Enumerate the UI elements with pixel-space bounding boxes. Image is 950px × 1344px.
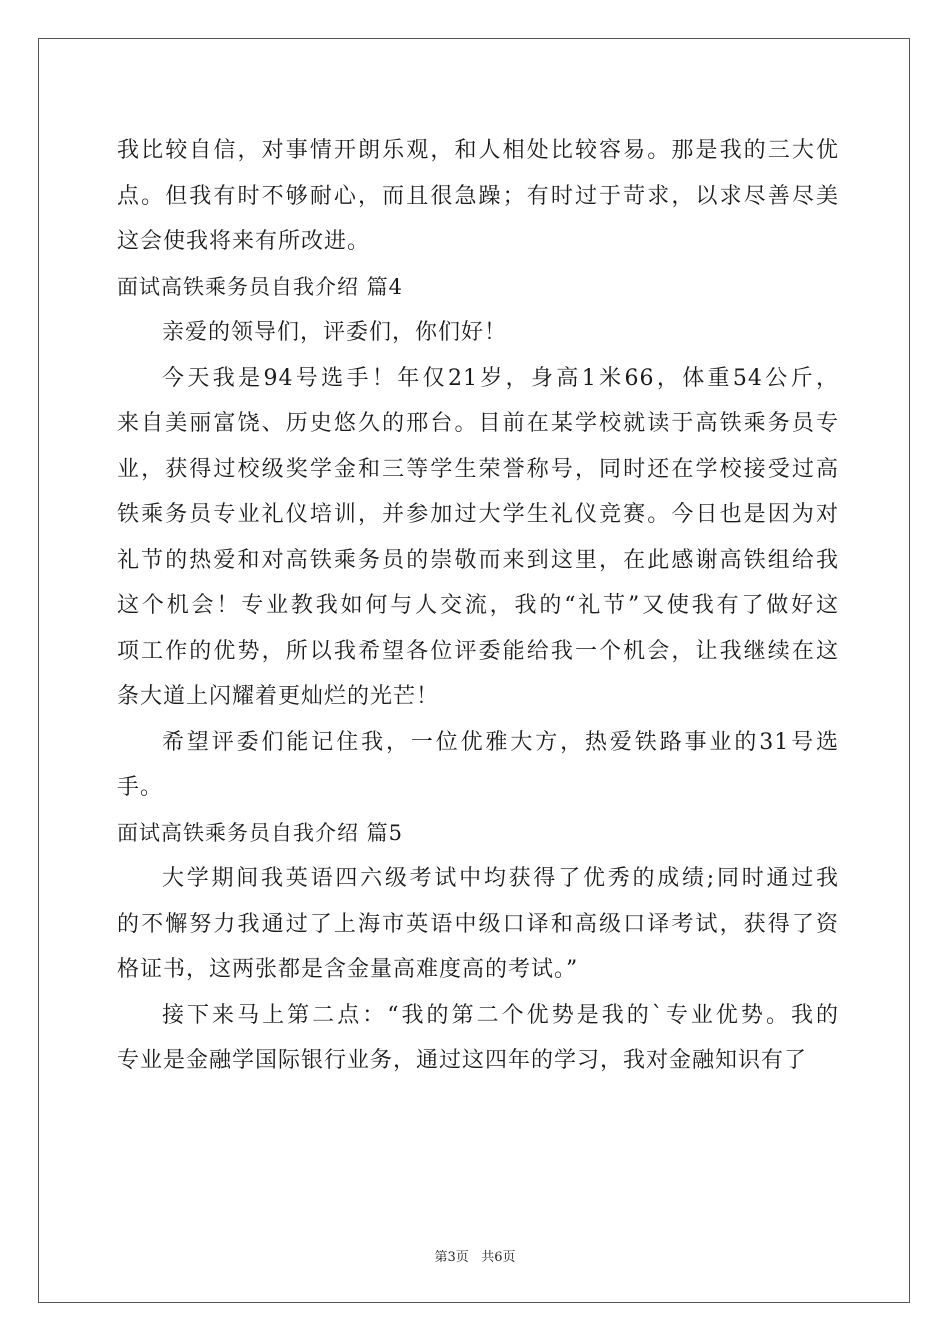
- document-body: [117, 128, 839, 1084]
- text-line: 手。: [117, 775, 164, 800]
- text-line: 这个机会！专业教我如何与人交流，我的“礼节”又使我有了做好这: [117, 593, 839, 618]
- paragraph: [117, 856, 839, 993]
- text-line: 来自美丽富饶、历史悠久的邢台。目前在某学校就读于高铁乘务员专: [117, 411, 839, 436]
- text-line: 项工作的优势，所以我希望各位评委能给我一个机会，让我继续在这: [117, 638, 839, 664]
- page-footer: [0, 1246, 950, 1265]
- text-line: 大学期间我英语四六级考试中均获得了优秀的成绩;同时通过我: [162, 866, 839, 891]
- section-heading: 面试高铁乘务员自我介绍 篇5: [117, 820, 404, 845]
- text-line: 亲爱的领导们，评委们，你们好！: [162, 320, 508, 345]
- total-pages: 共6页: [481, 1250, 516, 1265]
- paragraph: [117, 128, 839, 265]
- paragraph: [117, 720, 839, 811]
- text-line: 这会使我将来有所改进。: [117, 229, 371, 254]
- paragraph: [117, 356, 839, 720]
- text-line: 我比较自信，对事情开朗乐观，和人相处比较容易。那是我的三大优: [117, 138, 839, 163]
- text-line: 业，获得过校级奖学金和三等学生荣誉称号，同时还在学校接受过高: [117, 456, 839, 482]
- text-line: 希望评委们能记住我，一位优雅大方，热爱铁路事业的31号选: [162, 729, 839, 755]
- text-line: 点。但我有时不够耐心，而且很急躁；有时过于苛求，以求尽善尽美: [117, 183, 839, 209]
- paragraph: [117, 993, 839, 1084]
- paragraph: [117, 310, 839, 356]
- text-line: 铁乘务员专业礼仪培训，并参加过大学生礼仪竞赛。今日也是因为对: [117, 502, 839, 527]
- section-heading: 面试高铁乘务员自我介绍 篇4: [117, 274, 404, 299]
- text-line: 礼节的热爱和对高铁乘务员的崇敬而来到这里，在此感谢高铁组给我: [117, 547, 839, 573]
- text-line: 今天我是94号选手！年仅21岁，身高1米66，体重54公斤，: [162, 365, 839, 391]
- text-line: 接下来马上第二点：“我的第二个优势是我的`专业优势。我的: [162, 1002, 839, 1028]
- text-line: 的不懈努力我通过了上海市英语中级口译和高级口译考试，获得了资: [117, 911, 839, 937]
- current-page-number: 第3页: [434, 1250, 469, 1265]
- text-line: 条大道上闪耀着更灿烂的光芒！: [117, 684, 440, 709]
- text-line: 格证书，这两张都是含金量高难度高的考试。”: [117, 957, 579, 982]
- text-line: 专业是金融学国际银行业务，通过这四年的学习，我对金融知识有了: [117, 1048, 808, 1073]
